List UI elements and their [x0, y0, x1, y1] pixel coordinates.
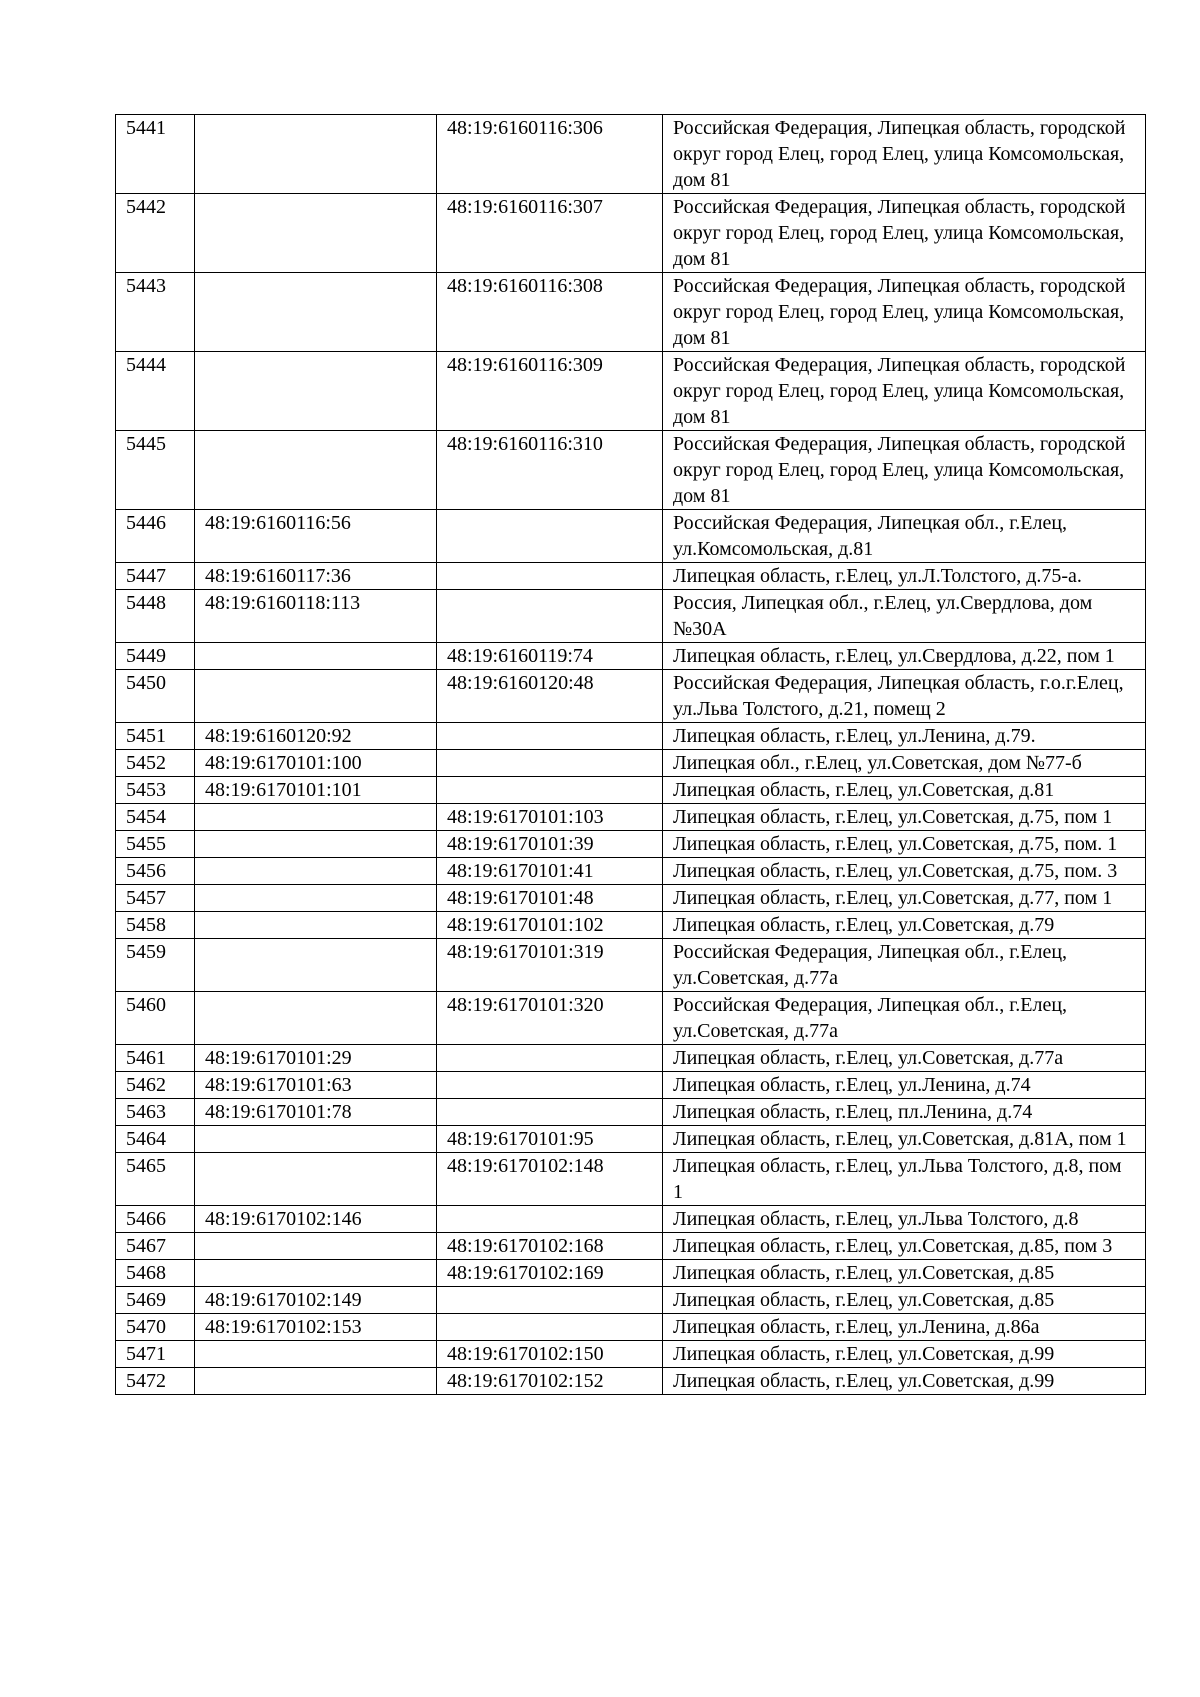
building-cadastral-number-cell: 48:19:6160116:308: [437, 273, 663, 352]
land-cadastral-number-cell: [195, 1153, 437, 1206]
land-cadastral-number-cell: [195, 939, 437, 992]
row-number-cell: 5454: [116, 804, 195, 831]
address-cell: Липецкая область, г.Елец, ул.Советская, д.99: [663, 1341, 1146, 1368]
row-number-cell: 5470: [116, 1314, 195, 1341]
land-cadastral-number-cell: 48:19:6170101:63: [195, 1072, 437, 1099]
table-row: [116, 992, 1146, 1045]
row-number-cell: 5459: [116, 939, 195, 992]
table-row: [116, 858, 1146, 885]
row-number-cell: 5464: [116, 1126, 195, 1153]
row-number-cell: 5472: [116, 1368, 195, 1395]
row-number-cell: 5455: [116, 831, 195, 858]
row-number-cell: 5458: [116, 912, 195, 939]
table-row: [116, 1153, 1146, 1206]
address-cell: Российская Федерация, Липецкая обл., г.Елец, ул.Советская, д.77а: [663, 992, 1146, 1045]
table-row: [116, 1368, 1146, 1395]
building-cadastral-number-cell: [437, 1072, 663, 1099]
building-cadastral-number-cell: 48:19:6160116:310: [437, 431, 663, 510]
row-number-cell: 5463: [116, 1099, 195, 1126]
table-row: [116, 831, 1146, 858]
table-row: [116, 939, 1146, 992]
land-cadastral-number-cell: [195, 804, 437, 831]
table-row: [116, 273, 1146, 352]
land-cadastral-number-cell: 48:19:6170101:101: [195, 777, 437, 804]
building-cadastral-number-cell: 48:19:6170101:95: [437, 1126, 663, 1153]
row-number-cell: 5441: [116, 115, 195, 194]
row-number-cell: 5457: [116, 885, 195, 912]
land-cadastral-number-cell: [195, 831, 437, 858]
table-row: [116, 1099, 1146, 1126]
table-row: [116, 1341, 1146, 1368]
address-cell: Россия, Липецкая обл., г.Елец, ул.Свердлова, дом №30А: [663, 590, 1146, 643]
row-number-cell: 5466: [116, 1206, 195, 1233]
building-cadastral-number-cell: 48:19:6170101:320: [437, 992, 663, 1045]
building-cadastral-number-cell: 48:19:6160120:48: [437, 670, 663, 723]
building-cadastral-number-cell: 48:19:6170102:168: [437, 1233, 663, 1260]
address-cell: Липецкая область, г.Елец, ул.Ленина, д.86а: [663, 1314, 1146, 1341]
land-cadastral-number-cell: [195, 1260, 437, 1287]
table-row: [116, 1233, 1146, 1260]
address-cell: Липецкая область, г.Елец, ул.Льва Толстого, д.8, пом 1: [663, 1153, 1146, 1206]
land-cadastral-number-cell: [195, 431, 437, 510]
land-cadastral-number-cell: [195, 352, 437, 431]
building-cadastral-number-cell: [437, 563, 663, 590]
land-cadastral-number-cell: [195, 992, 437, 1045]
address-cell: Липецкая область, г.Елец, ул.Ленина, д.79.: [663, 723, 1146, 750]
address-cell: Липецкая область, г.Елец, ул.Советская, д.75, пом. 3: [663, 858, 1146, 885]
row-number-cell: 5453: [116, 777, 195, 804]
land-cadastral-number-cell: 48:19:6160117:36: [195, 563, 437, 590]
land-cadastral-number-cell: 48:19:6170102:146: [195, 1206, 437, 1233]
land-cadastral-number-cell: 48:19:6170101:78: [195, 1099, 437, 1126]
building-cadastral-number-cell: [437, 723, 663, 750]
table-row: [116, 563, 1146, 590]
building-cadastral-number-cell: [437, 510, 663, 563]
land-cadastral-number-cell: [195, 194, 437, 273]
building-cadastral-number-cell: [437, 777, 663, 804]
property-registry-table: [115, 114, 1146, 1395]
address-cell: Липецкая область, г.Елец, ул.Советская, д.75, пом 1: [663, 804, 1146, 831]
table-row: [116, 1260, 1146, 1287]
address-cell: Липецкая область, г.Елец, ул.Советская, д.81А, пом 1: [663, 1126, 1146, 1153]
address-cell: Российская Федерация, Липецкая область, городской округ город Елец, город Елец, улица Комсомольская, дом 81: [663, 273, 1146, 352]
address-cell: Российская Федерация, Липецкая область, городской округ город Елец, город Елец, улица Комсомольская, дом 81: [663, 431, 1146, 510]
row-number-cell: 5443: [116, 273, 195, 352]
land-cadastral-number-cell: 48:19:6170102:149: [195, 1287, 437, 1314]
address-cell: Российская Федерация, Липецкая область, городской округ город Елец, город Елец, улица Комсомольская, дом 81: [663, 194, 1146, 273]
address-cell: Российская Федерация, Липецкая обл., г.Елец, ул.Комсомольская, д.81: [663, 510, 1146, 563]
land-cadastral-number-cell: [195, 912, 437, 939]
building-cadastral-number-cell: [437, 1314, 663, 1341]
table-row: [116, 510, 1146, 563]
row-number-cell: 5447: [116, 563, 195, 590]
table-body: [116, 115, 1146, 1395]
building-cadastral-number-cell: 48:19:6170102:150: [437, 1341, 663, 1368]
table-row: [116, 777, 1146, 804]
land-cadastral-number-cell: 48:19:6170102:153: [195, 1314, 437, 1341]
building-cadastral-number-cell: 48:19:6170101:41: [437, 858, 663, 885]
row-number-cell: 5469: [116, 1287, 195, 1314]
building-cadastral-number-cell: 48:19:6170102:152: [437, 1368, 663, 1395]
land-cadastral-number-cell: [195, 670, 437, 723]
address-cell: Липецкая область, г.Елец, ул.Свердлова, д.22, пом 1: [663, 643, 1146, 670]
row-number-cell: 5451: [116, 723, 195, 750]
table-row: [116, 590, 1146, 643]
address-cell: Российская Федерация, Липецкая область, городской округ город Елец, город Елец, улица Комсомольская, дом 81: [663, 115, 1146, 194]
building-cadastral-number-cell: [437, 1045, 663, 1072]
address-cell: Липецкая область, г.Елец, пл.Ленина, д.74: [663, 1099, 1146, 1126]
land-cadastral-number-cell: [195, 885, 437, 912]
address-cell: Липецкая область, г.Елец, ул.Советская, д.85, пом 3: [663, 1233, 1146, 1260]
building-cadastral-number-cell: 48:19:6170101:102: [437, 912, 663, 939]
table-row: [116, 670, 1146, 723]
table-row: [116, 912, 1146, 939]
row-number-cell: 5471: [116, 1341, 195, 1368]
table-row: [116, 352, 1146, 431]
row-number-cell: 5442: [116, 194, 195, 273]
address-cell: Липецкая область, г.Елец, ул.Советская, д.79: [663, 912, 1146, 939]
address-cell: Липецкая область, г.Елец, ул.Советская, д.81: [663, 777, 1146, 804]
table-row: [116, 1206, 1146, 1233]
row-number-cell: 5445: [116, 431, 195, 510]
land-cadastral-number-cell: 48:19:6160118:113: [195, 590, 437, 643]
building-cadastral-number-cell: 48:19:6160116:306: [437, 115, 663, 194]
land-cadastral-number-cell: [195, 1341, 437, 1368]
row-number-cell: 5452: [116, 750, 195, 777]
address-cell: Российская Федерация, Липецкая обл., г.Елец, ул.Советская, д.77а: [663, 939, 1146, 992]
table-row: [116, 1287, 1146, 1314]
table-row: [116, 804, 1146, 831]
row-number-cell: 5465: [116, 1153, 195, 1206]
table-row: [116, 723, 1146, 750]
land-cadastral-number-cell: 48:19:6160120:92: [195, 723, 437, 750]
address-cell: Липецкая область, г.Елец, ул.Л.Толстого, д.75-а.: [663, 563, 1146, 590]
table-row: [116, 885, 1146, 912]
building-cadastral-number-cell: 48:19:6170102:148: [437, 1153, 663, 1206]
building-cadastral-number-cell: 48:19:6170101:39: [437, 831, 663, 858]
building-cadastral-number-cell: 48:19:6160116:309: [437, 352, 663, 431]
address-cell: Липецкая область, г.Елец, ул.Ленина, д.74: [663, 1072, 1146, 1099]
land-cadastral-number-cell: [195, 643, 437, 670]
building-cadastral-number-cell: 48:19:6170101:48: [437, 885, 663, 912]
address-cell: Липецкая область, г.Елец, ул.Советская, д.77а: [663, 1045, 1146, 1072]
table-row: [116, 431, 1146, 510]
land-cadastral-number-cell: [195, 1233, 437, 1260]
table-row: [116, 194, 1146, 273]
row-number-cell: 5462: [116, 1072, 195, 1099]
land-cadastral-number-cell: [195, 273, 437, 352]
building-cadastral-number-cell: 48:19:6170101:103: [437, 804, 663, 831]
building-cadastral-number-cell: 48:19:6170101:319: [437, 939, 663, 992]
table-row: [116, 750, 1146, 777]
table-row: [116, 1126, 1146, 1153]
land-cadastral-number-cell: 48:19:6170101:29: [195, 1045, 437, 1072]
land-cadastral-number-cell: [195, 1126, 437, 1153]
land-cadastral-number-cell: [195, 1368, 437, 1395]
address-cell: Липецкая область, г.Елец, ул.Советская, д.77, пом 1: [663, 885, 1146, 912]
building-cadastral-number-cell: 48:19:6170102:169: [437, 1260, 663, 1287]
land-cadastral-number-cell: [195, 858, 437, 885]
address-cell: Российская Федерация, Липецкая область, городской округ город Елец, город Елец, улица Комсомольская, дом 81: [663, 352, 1146, 431]
table-row: [116, 1314, 1146, 1341]
building-cadastral-number-cell: [437, 750, 663, 777]
row-number-cell: 5456: [116, 858, 195, 885]
address-cell: Липецкая область, г.Елец, ул.Советская, д.85: [663, 1260, 1146, 1287]
building-cadastral-number-cell: 48:19:6160119:74: [437, 643, 663, 670]
building-cadastral-number-cell: [437, 1287, 663, 1314]
table-row: [116, 643, 1146, 670]
row-number-cell: 5467: [116, 1233, 195, 1260]
row-number-cell: 5460: [116, 992, 195, 1045]
land-cadastral-number-cell: [195, 115, 437, 194]
row-number-cell: 5449: [116, 643, 195, 670]
row-number-cell: 5448: [116, 590, 195, 643]
address-cell: Липецкая область, г.Елец, ул.Советская, д.85: [663, 1287, 1146, 1314]
building-cadastral-number-cell: [437, 590, 663, 643]
table-row: [116, 1045, 1146, 1072]
table-row: [116, 115, 1146, 194]
building-cadastral-number-cell: [437, 1206, 663, 1233]
row-number-cell: 5450: [116, 670, 195, 723]
table-row: [116, 1072, 1146, 1099]
address-cell: Липецкая область, г.Елец, ул.Советская, д.99: [663, 1368, 1146, 1395]
row-number-cell: 5468: [116, 1260, 195, 1287]
address-cell: Липецкая область, г.Елец, ул.Льва Толстого, д.8: [663, 1206, 1146, 1233]
land-cadastral-number-cell: 48:19:6170101:100: [195, 750, 437, 777]
address-cell: Липецкая обл., г.Елец, ул.Советская, дом №77-б: [663, 750, 1146, 777]
address-cell: Российская Федерация, Липецкая область, г.о.г.Елец, ул.Льва Толстого, д.21, помещ 2: [663, 670, 1146, 723]
address-cell: Липецкая область, г.Елец, ул.Советская, д.75, пом. 1: [663, 831, 1146, 858]
row-number-cell: 5446: [116, 510, 195, 563]
row-number-cell: 5461: [116, 1045, 195, 1072]
building-cadastral-number-cell: [437, 1099, 663, 1126]
building-cadastral-number-cell: 48:19:6160116:307: [437, 194, 663, 273]
row-number-cell: 5444: [116, 352, 195, 431]
land-cadastral-number-cell: 48:19:6160116:56: [195, 510, 437, 563]
